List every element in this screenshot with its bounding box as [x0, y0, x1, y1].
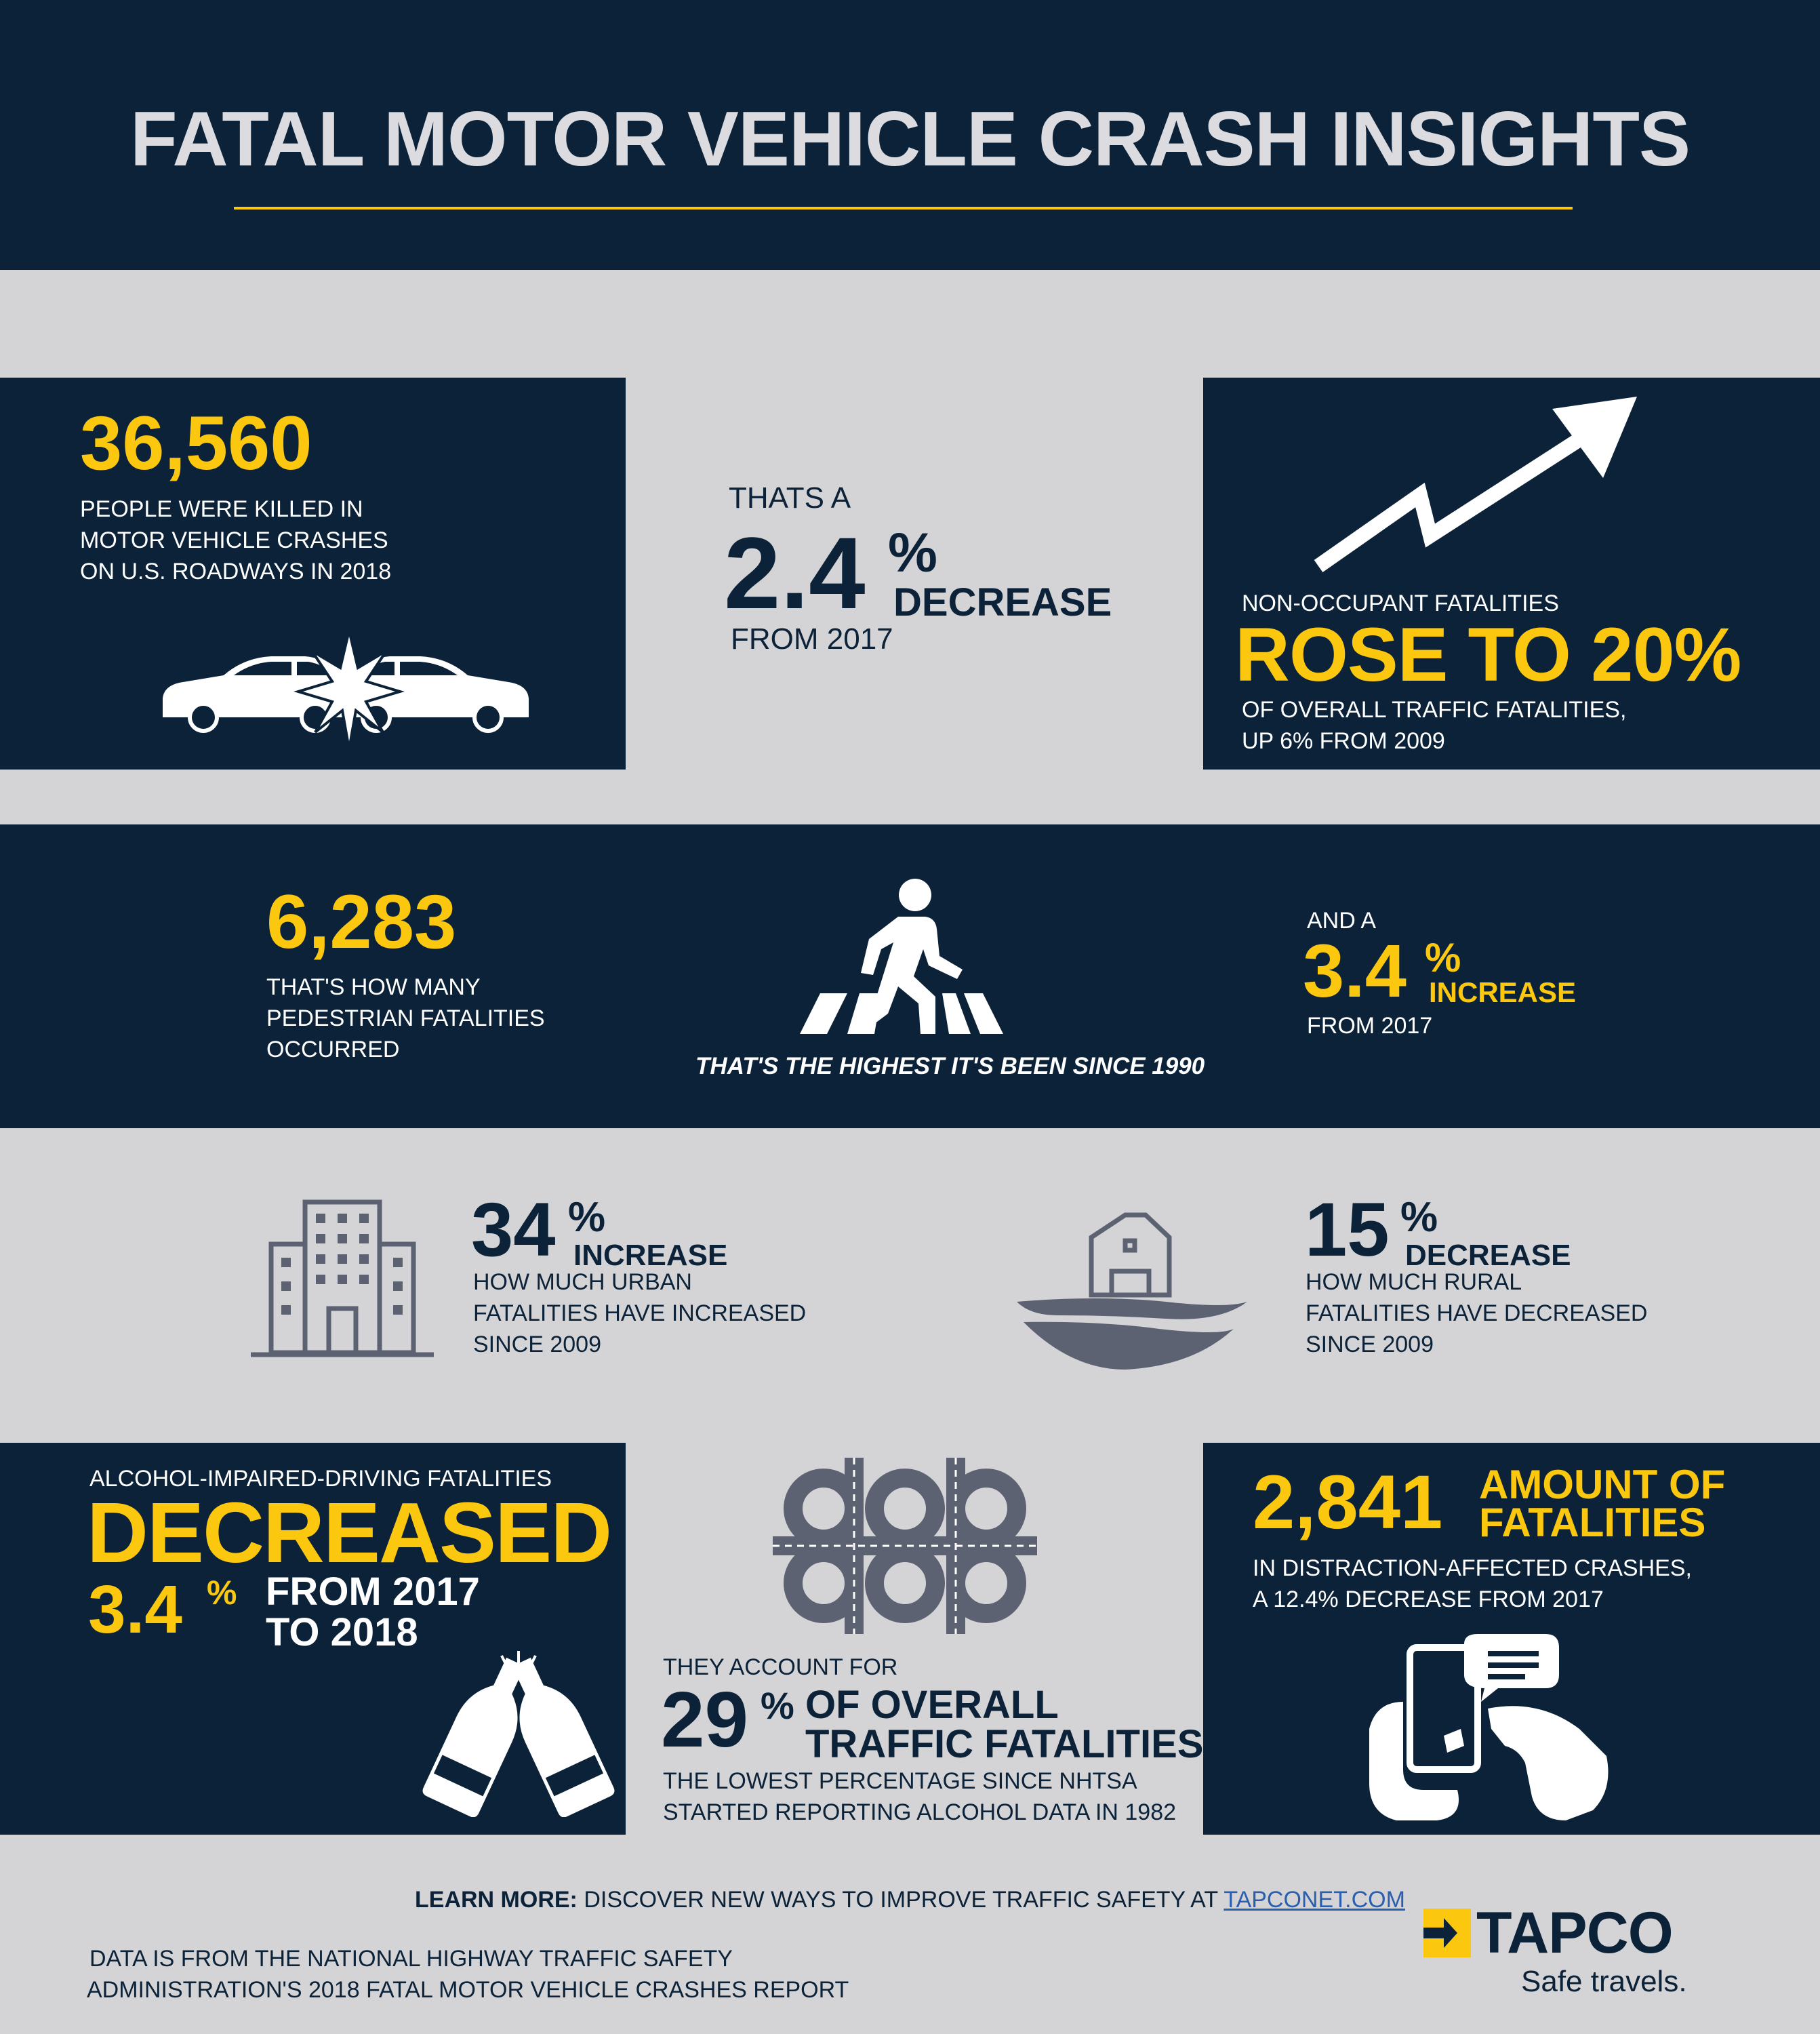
nonoccupant-line-1: OF OVERALL TRAFFIC FATALITIES, [1242, 697, 1627, 723]
pedestrian-line-1: THAT'S HOW MANY [266, 974, 481, 1000]
trend-arrow-up-icon [1312, 397, 1644, 576]
title-underline [234, 207, 1573, 210]
decrease-from: FROM 2017 [731, 622, 893, 656]
learn-more-text: DISCOVER NEW WAYS TO IMPROVE TRAFFIC SAFETY AT [577, 1887, 1224, 1913]
alcohol-from-2: TO 2018 [266, 1610, 418, 1654]
pedestrian-line-2: PEDESTRIAN FATALITIES [266, 1005, 545, 1031]
rural-pct: % [1400, 1194, 1438, 1241]
distraction-line-1: IN DISTRACTION-AFFECTED CRASHES, [1253, 1555, 1692, 1581]
car-crash-icon [156, 631, 535, 753]
distraction-word-1: AMOUNT OF [1479, 1462, 1726, 1507]
beer-bottles-icon [420, 1648, 617, 1817]
distraction-number: 2,841 [1253, 1460, 1443, 1544]
pedestrian-number: 6,283 [266, 879, 457, 964]
killed-line-1: PEOPLE WERE KILLED IN [80, 496, 363, 522]
distraction-word-2: FATALITIES [1479, 1500, 1706, 1545]
urban-pct: % [568, 1194, 606, 1241]
pedestrian-and: AND A [1307, 908, 1377, 934]
rural-line-3: SINCE 2009 [1306, 1332, 1434, 1357]
decrease-intro: THATS A [729, 481, 851, 515]
farm-barn-icon [1017, 1207, 1247, 1373]
account-line-2: STARTED REPORTING ALCOHOL DATA IN 1982 [663, 1799, 1177, 1825]
alcohol-headline: DECREASED [87, 1485, 611, 1580]
learn-more-label: LEARN MORE: [415, 1887, 578, 1913]
tapco-logo-mark-icon [1423, 1909, 1471, 1957]
account-line-1: THE LOWEST PERCENTAGE SINCE NHTSA [663, 1768, 1137, 1794]
pedestrian-inc-pct: % [1425, 935, 1461, 980]
alcohol-from-1: FROM 2017 [266, 1570, 480, 1614]
account-pct: % [761, 1684, 794, 1727]
alcohol-label: ALCOHOL-IMPAIRED-DRIVING FATALITIES [89, 1466, 552, 1492]
rural-number: 15 [1305, 1187, 1390, 1272]
nonoccupant-headline: ROSE TO 20% [1235, 612, 1741, 697]
pedestrian-inc-from: FROM 2017 [1307, 1013, 1433, 1039]
nonoccupant-label: NON-OCCUPANT FATALITIES [1242, 591, 1559, 616]
urban-number: 34 [471, 1187, 556, 1272]
nonoccupant-line-2: UP 6% FROM 2009 [1242, 728, 1445, 754]
alcohol-number: 3.4 [88, 1572, 183, 1648]
urban-line-3: SINCE 2009 [473, 1332, 601, 1357]
rural-line-1: HOW MUCH RURAL [1306, 1269, 1522, 1295]
account-number: 29 [661, 1675, 749, 1763]
urban-line-1: HOW MUCH URBAN [473, 1269, 692, 1295]
tapco-logo-text: TAPCO [1476, 1900, 1673, 1966]
pedestrian-inc-number: 3.4 [1303, 930, 1407, 1013]
page-title: FATAL MOTOR VEHICLE CRASH INSIGHTS [130, 96, 1690, 182]
account-intro: THEY ACCOUNT FOR [663, 1654, 898, 1680]
pedestrian-inc-word: INCREASE [1429, 976, 1577, 1008]
killed-line-3: ON U.S. ROADWAYS IN 2018 [80, 559, 392, 584]
killed-line-2: MOTOR VEHICLE CRASHES [80, 527, 388, 553]
pedestrian-line-3: OCCURRED [266, 1037, 400, 1062]
killed-number: 36,560 [80, 401, 312, 485]
source-line-2: ADMINISTRATION'S 2018 FATAL MOTOR VEHICLE CRASHES REPORT [87, 1977, 849, 2003]
pedestrian-highest: THAT'S THE HIGHEST IT'S BEEN SINCE 1990 [695, 1053, 1205, 1079]
decrease-word: DECREASE [893, 580, 1112, 624]
urban-line-2: FATALITIES HAVE INCREASED [473, 1300, 807, 1326]
phone-texting-hands-icon [1362, 1627, 1613, 1824]
alcohol-pct: % [207, 1574, 237, 1612]
distraction-line-2: A 12.4% DECREASE FROM 2017 [1253, 1587, 1604, 1612]
decrease-number: 2.4 [724, 516, 866, 630]
account-word-2: TRAFFIC FATALITIES [805, 1722, 1204, 1766]
learn-more-link[interactable]: TAPCONET.COM [1224, 1887, 1405, 1913]
rural-line-2: FATALITIES HAVE DECREASED [1306, 1300, 1648, 1326]
highway-interchange-icon [773, 1458, 1037, 1634]
pedestrian-crosswalk-icon [780, 875, 1003, 1037]
rural-word: DECREASE [1405, 1239, 1571, 1272]
decrease-pct: % [888, 522, 937, 584]
account-word-1: OF OVERALL [805, 1683, 1059, 1727]
tapco-tagline: Safe travels. [1521, 1965, 1687, 1998]
learn-more-line [415, 1887, 1405, 1913]
source-line-1: DATA IS FROM THE NATIONAL HIGHWAY TRAFFIC SAFETY [89, 1946, 733, 1972]
urban-word: INCREASE [573, 1239, 728, 1272]
city-building-icon [251, 1197, 434, 1359]
